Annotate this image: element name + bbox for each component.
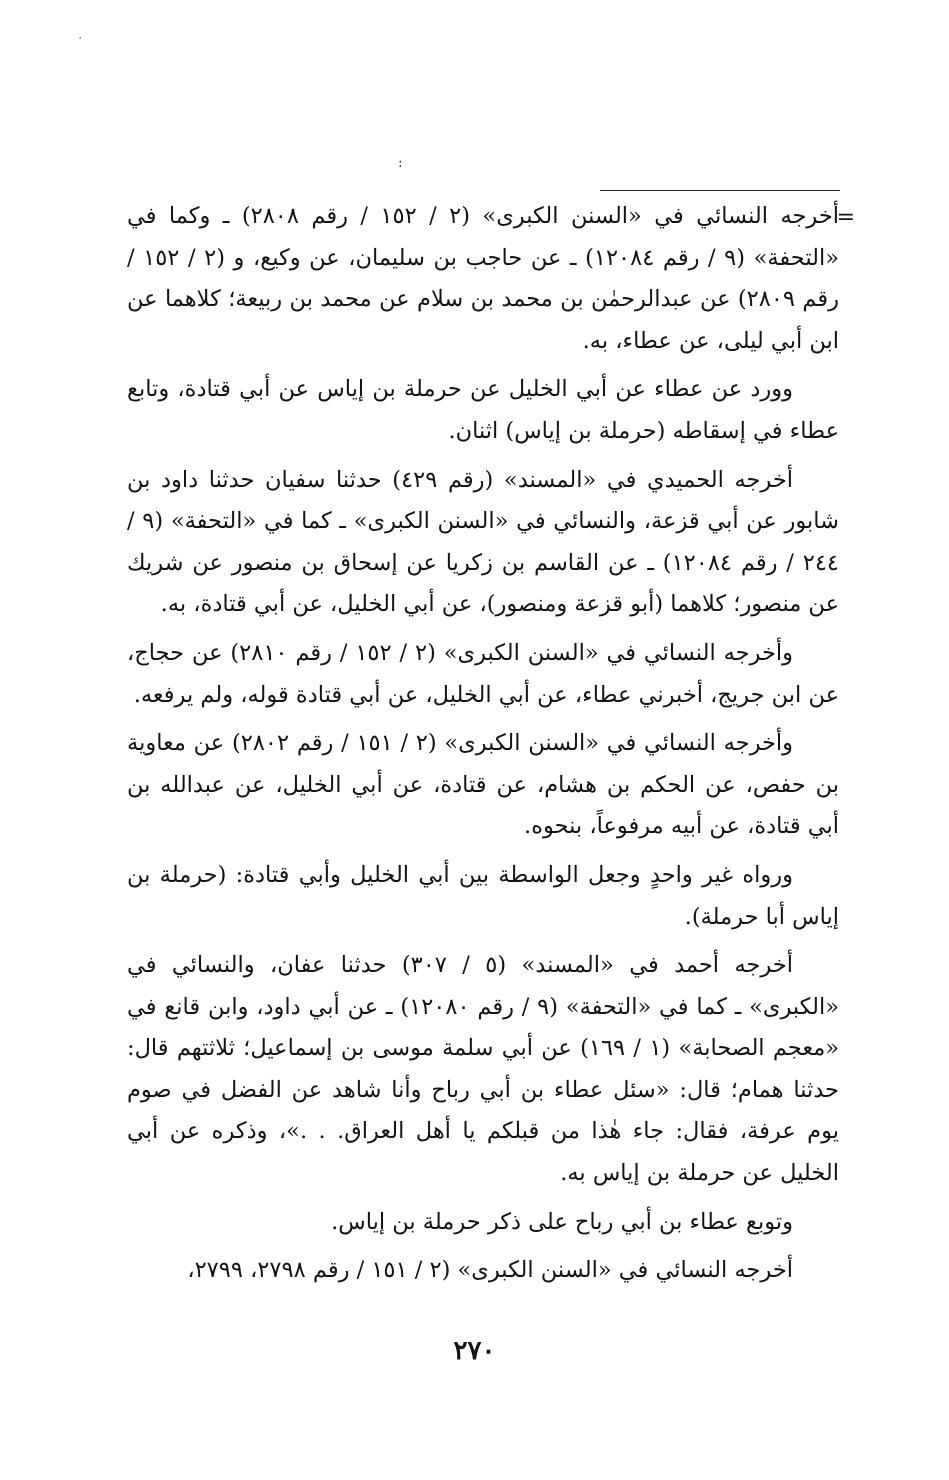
footnote-paragraph: أخرجه الحميدي في «المسند» (رقم ٤٢٩) حدثنا سفيان حدثنا داود بن شابور عن أبي قزعة، والنسائي في «السنن الكبرى» ـ كما في «التحفة» (٩ / ٢٤٤ / رقم ١٢٠٨٤) ـ عن القاسم بن زكريا عن إسحاق بن منصور عن شريك عن منصور؛ كلاهما (أبو قزعة ومنصور)، عن أبي الخليل، عن أبي قتادة، به. bbox=[127, 466, 839, 618]
footnote-paragraph: وتوبع عطاء بن أبي رباح على ذكر حرملة بن إياس. bbox=[331, 1208, 793, 1235]
footnote-paragraph: وأخرجه النسائي في «السنن الكبرى» (٢ / ١٥٢ / رقم ٢٨١٠) عن حجاج، عن ابن جريج، أخبرني عطاء، عن أبي الخليل، عن أبي قتادة قوله، ولم يرفعه. bbox=[127, 639, 839, 708]
footnote-continuation-mark: = bbox=[836, 205, 855, 230]
footnote-paragraph: وأخرجه النسائي في «السنن الكبرى» (٢ / ١٥١ / رقم ٢٨٠٢) عن معاوية بن حفص، عن الحكم بن هشام، عن قتادة، عن أبي الخليل، عن عبدالله بن أبي قتادة، عن أبيه مرفوعاً، بنحوه. bbox=[127, 730, 839, 840]
footnote-paragraph: أخرجه أحمد في «المسند» (٥ / ٣٠٧) حدثنا عفان، والنسائي في «الكبرى» ـ كما في «التحفة» (٩ / رقم ١٢٠٨٠) ـ عن أبي داود، وابن قانع في «معجم الصحابة» (١ / ١٦٩) عن أبي سلمة موسى بن إسماعيل؛ ثلاثتهم قال: حدثنا همام؛ قال: «سئل عطاء بن أبي رباح وأنا شاهد عن الفضل في صوم يوم عرفة، فقال: جاء هٰذا من قبلكم يا أهل العراق. . .»، وذكره عن أبي الخليل عن حرملة بن إياس به. bbox=[127, 952, 840, 1187]
footnote-paragraph: وورد عن عطاء عن أبي الخليل عن حرملة بن إياس عن أبي قتادة، وتابع عطاء في إسقاطه (حرملة بن إياس) اثنان. bbox=[127, 376, 839, 444]
footnote-paragraph: ورواه غير واحدٍ وجعل الواسطة بين أبي الخليل وأبي قتادة: (حرملة بن إياس أبا حرملة). bbox=[127, 861, 839, 930]
footnote-paragraph: أخرجه النسائي في «السنن الكبرى» (٢ / ١٥٢ / رقم ٢٨٠٨) ـ وكما في «التحفة» (٩ / رقم ١٢٠٨٤) ـ عن حاجب بن سليمان، عن وكيع، و (٢ / ١٥٢ / رقم ٢٨٠٩) عن عبدالرحمٰن بن محمد بن سلام عن محمد بن ربيعة؛ كلاهما عن ابن أبي ليلى، عن عطاء، به. bbox=[127, 203, 839, 354]
footnote-paragraph: أخرجه النسائي في «السنن الكبرى» (٢ / ١٥١ / رقم ٢٧٩٨، ٢٧٩٩، bbox=[187, 1257, 793, 1284]
page-number: ٢٧٠ bbox=[453, 1336, 496, 1366]
footnote-separator-rule bbox=[600, 190, 840, 191]
scan-speck: · bbox=[78, 31, 83, 47]
scan-speck-center: : bbox=[398, 155, 403, 171]
footnote-body bbox=[127, 196, 839, 1299]
